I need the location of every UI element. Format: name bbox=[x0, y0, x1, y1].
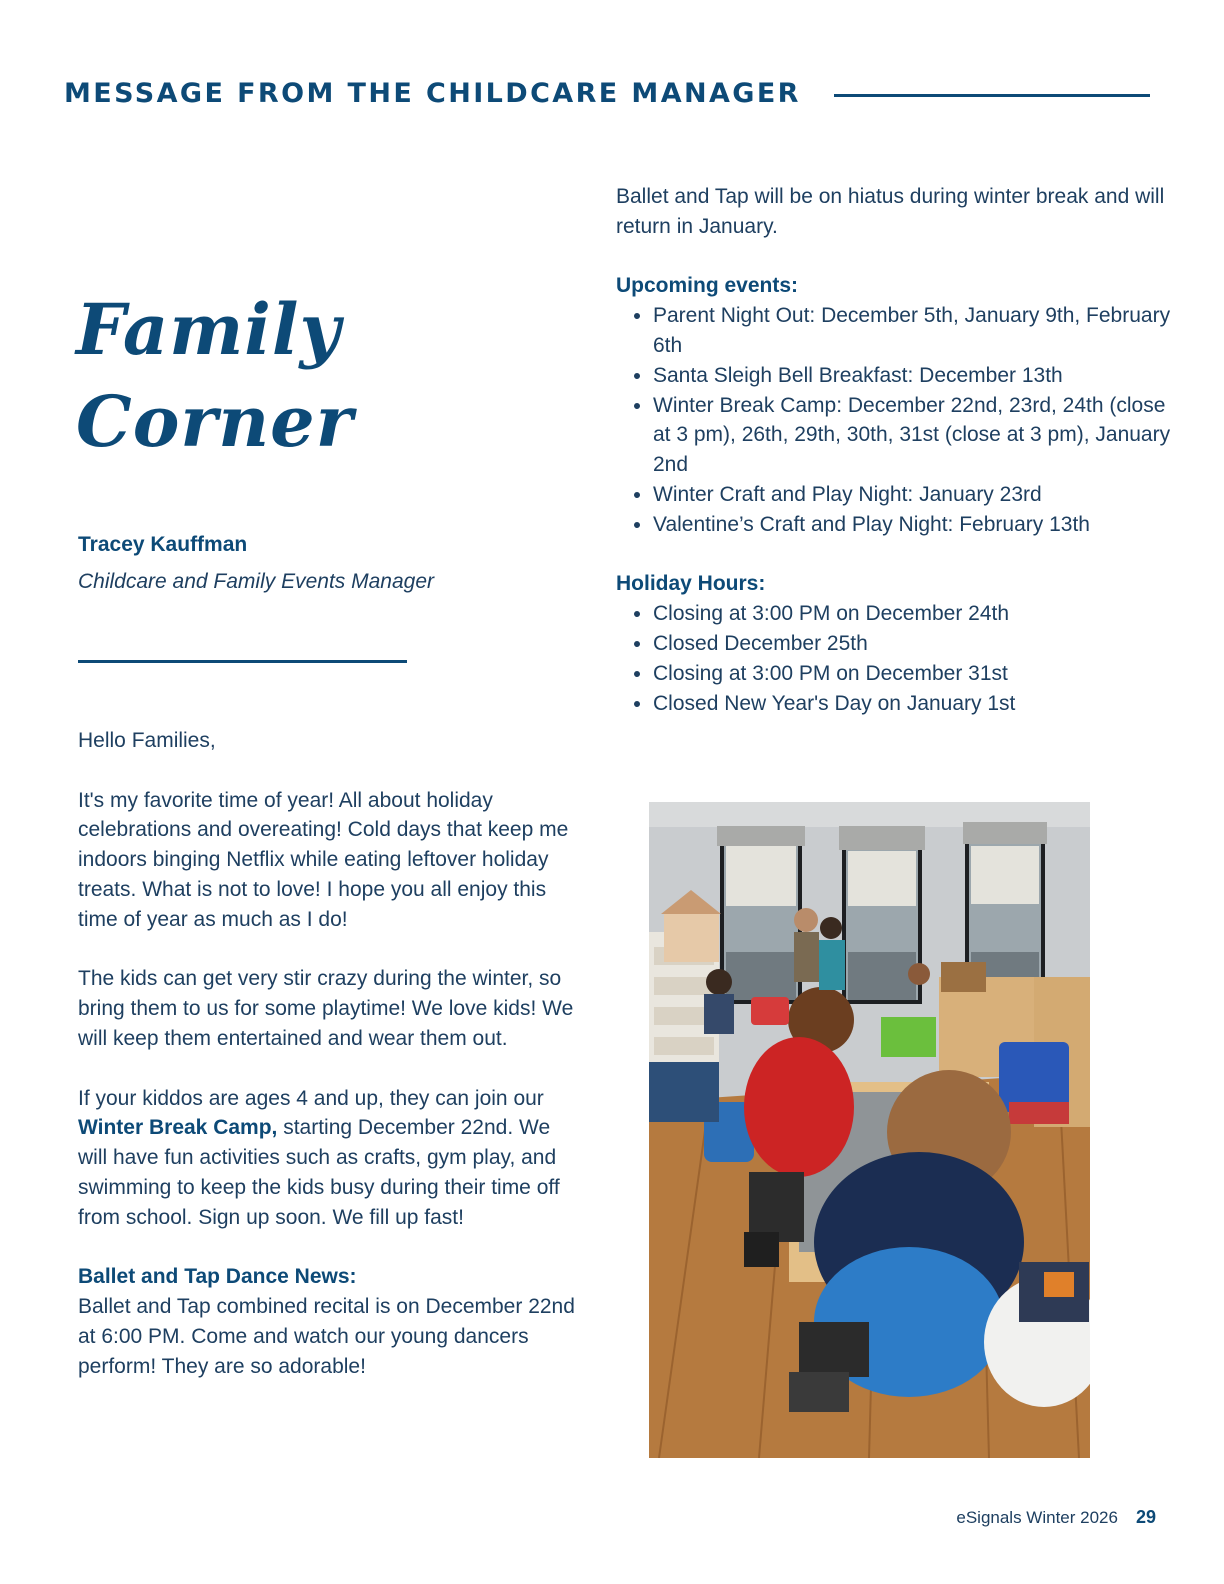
letter-greeting: Hello Families, bbox=[78, 729, 216, 752]
event-item: • Valentine’s Craft and Play Night: February 13th bbox=[653, 510, 1176, 540]
letter-column bbox=[78, 726, 578, 1382]
upcoming-events-list bbox=[616, 301, 1176, 539]
publication-name: eSignals Winter 2026 bbox=[956, 1508, 1118, 1527]
paragraph-3-text-a: If your kiddos are ages 4 and up, they can join our bbox=[78, 1086, 544, 1110]
letter-paragraph-3 bbox=[78, 1084, 578, 1233]
page-footer bbox=[956, 1507, 1156, 1528]
page-title-line-2: Corner bbox=[76, 380, 354, 463]
info-column bbox=[616, 182, 1176, 748]
hours-item: • Closed New Year's Day on January 1st bbox=[653, 689, 1176, 719]
holiday-hours-list bbox=[616, 599, 1176, 718]
page-number: 29 bbox=[1135, 1507, 1156, 1527]
page-title bbox=[76, 284, 354, 468]
event-item: • Winter Break Camp: December 22nd, 23rd, 24th (close at 3 pm), 26th, 29th, 30th, 31st (close at 3 pm), January 2nd bbox=[653, 391, 1176, 480]
upcoming-events-heading: Upcoming events: bbox=[616, 274, 799, 298]
hiatus-note: Ballet and Tap will be on hiatus during winter break and will return in January. bbox=[616, 185, 1165, 238]
dance-news-heading: Ballet and Tap Dance News: bbox=[78, 1265, 357, 1289]
event-item: • Winter Craft and Play Night: January 23rd bbox=[653, 480, 1176, 510]
page-title-line-1: Family bbox=[76, 288, 342, 371]
dance-news-text: Ballet and Tap combined recital is on December 22nd at 6:00 PM. Come and watch our young dancers perform! They are so adorable! bbox=[78, 1295, 575, 1378]
hours-item: • Closing at 3:00 PM on December 31st bbox=[653, 659, 1176, 689]
header-divider bbox=[834, 94, 1150, 97]
hours-item: • Closing at 3:00 PM on December 24th bbox=[653, 599, 1176, 629]
author-name: Tracey Kauffman bbox=[78, 533, 248, 556]
letter-paragraph-1: It's my favorite time of year! All about holiday celebrations and overeating! Cold days that keep me indoors binging Netflix while eating leftover holiday treats. What is not to love! I hope you all enjoy this time of year as much as I do! bbox=[78, 788, 569, 931]
holiday-hours-heading: Holiday Hours: bbox=[616, 572, 766, 596]
author-divider bbox=[78, 660, 407, 663]
author-role: Childcare and Family Events Manager bbox=[78, 570, 434, 593]
hours-item: • Closed December 25th bbox=[653, 629, 1176, 659]
paragraph-3-text-b: starting December 22nd. We will have fun activities such as crafts, gym play, and swimming to keep the kids busy during their time off from school. Sign up soon. We fill up fast! bbox=[78, 1116, 560, 1229]
winter-break-camp-emphasis: Winter Break Camp, bbox=[78, 1116, 278, 1140]
event-item: • Santa Sleigh Bell Breakfast: December 13th bbox=[653, 361, 1176, 391]
section-header: MESSAGE FROM THE CHILDCARE MANAGER bbox=[64, 78, 801, 109]
event-item: • Parent Night Out: December 5th, January 9th, February 6th bbox=[653, 301, 1176, 361]
classroom-photo bbox=[649, 802, 1090, 1458]
letter-paragraph-2: The kids can get very stir crazy during the winter, so bring them to us for some playtime! We love kids! We will keep them entertained and wear them out. bbox=[78, 967, 574, 1050]
